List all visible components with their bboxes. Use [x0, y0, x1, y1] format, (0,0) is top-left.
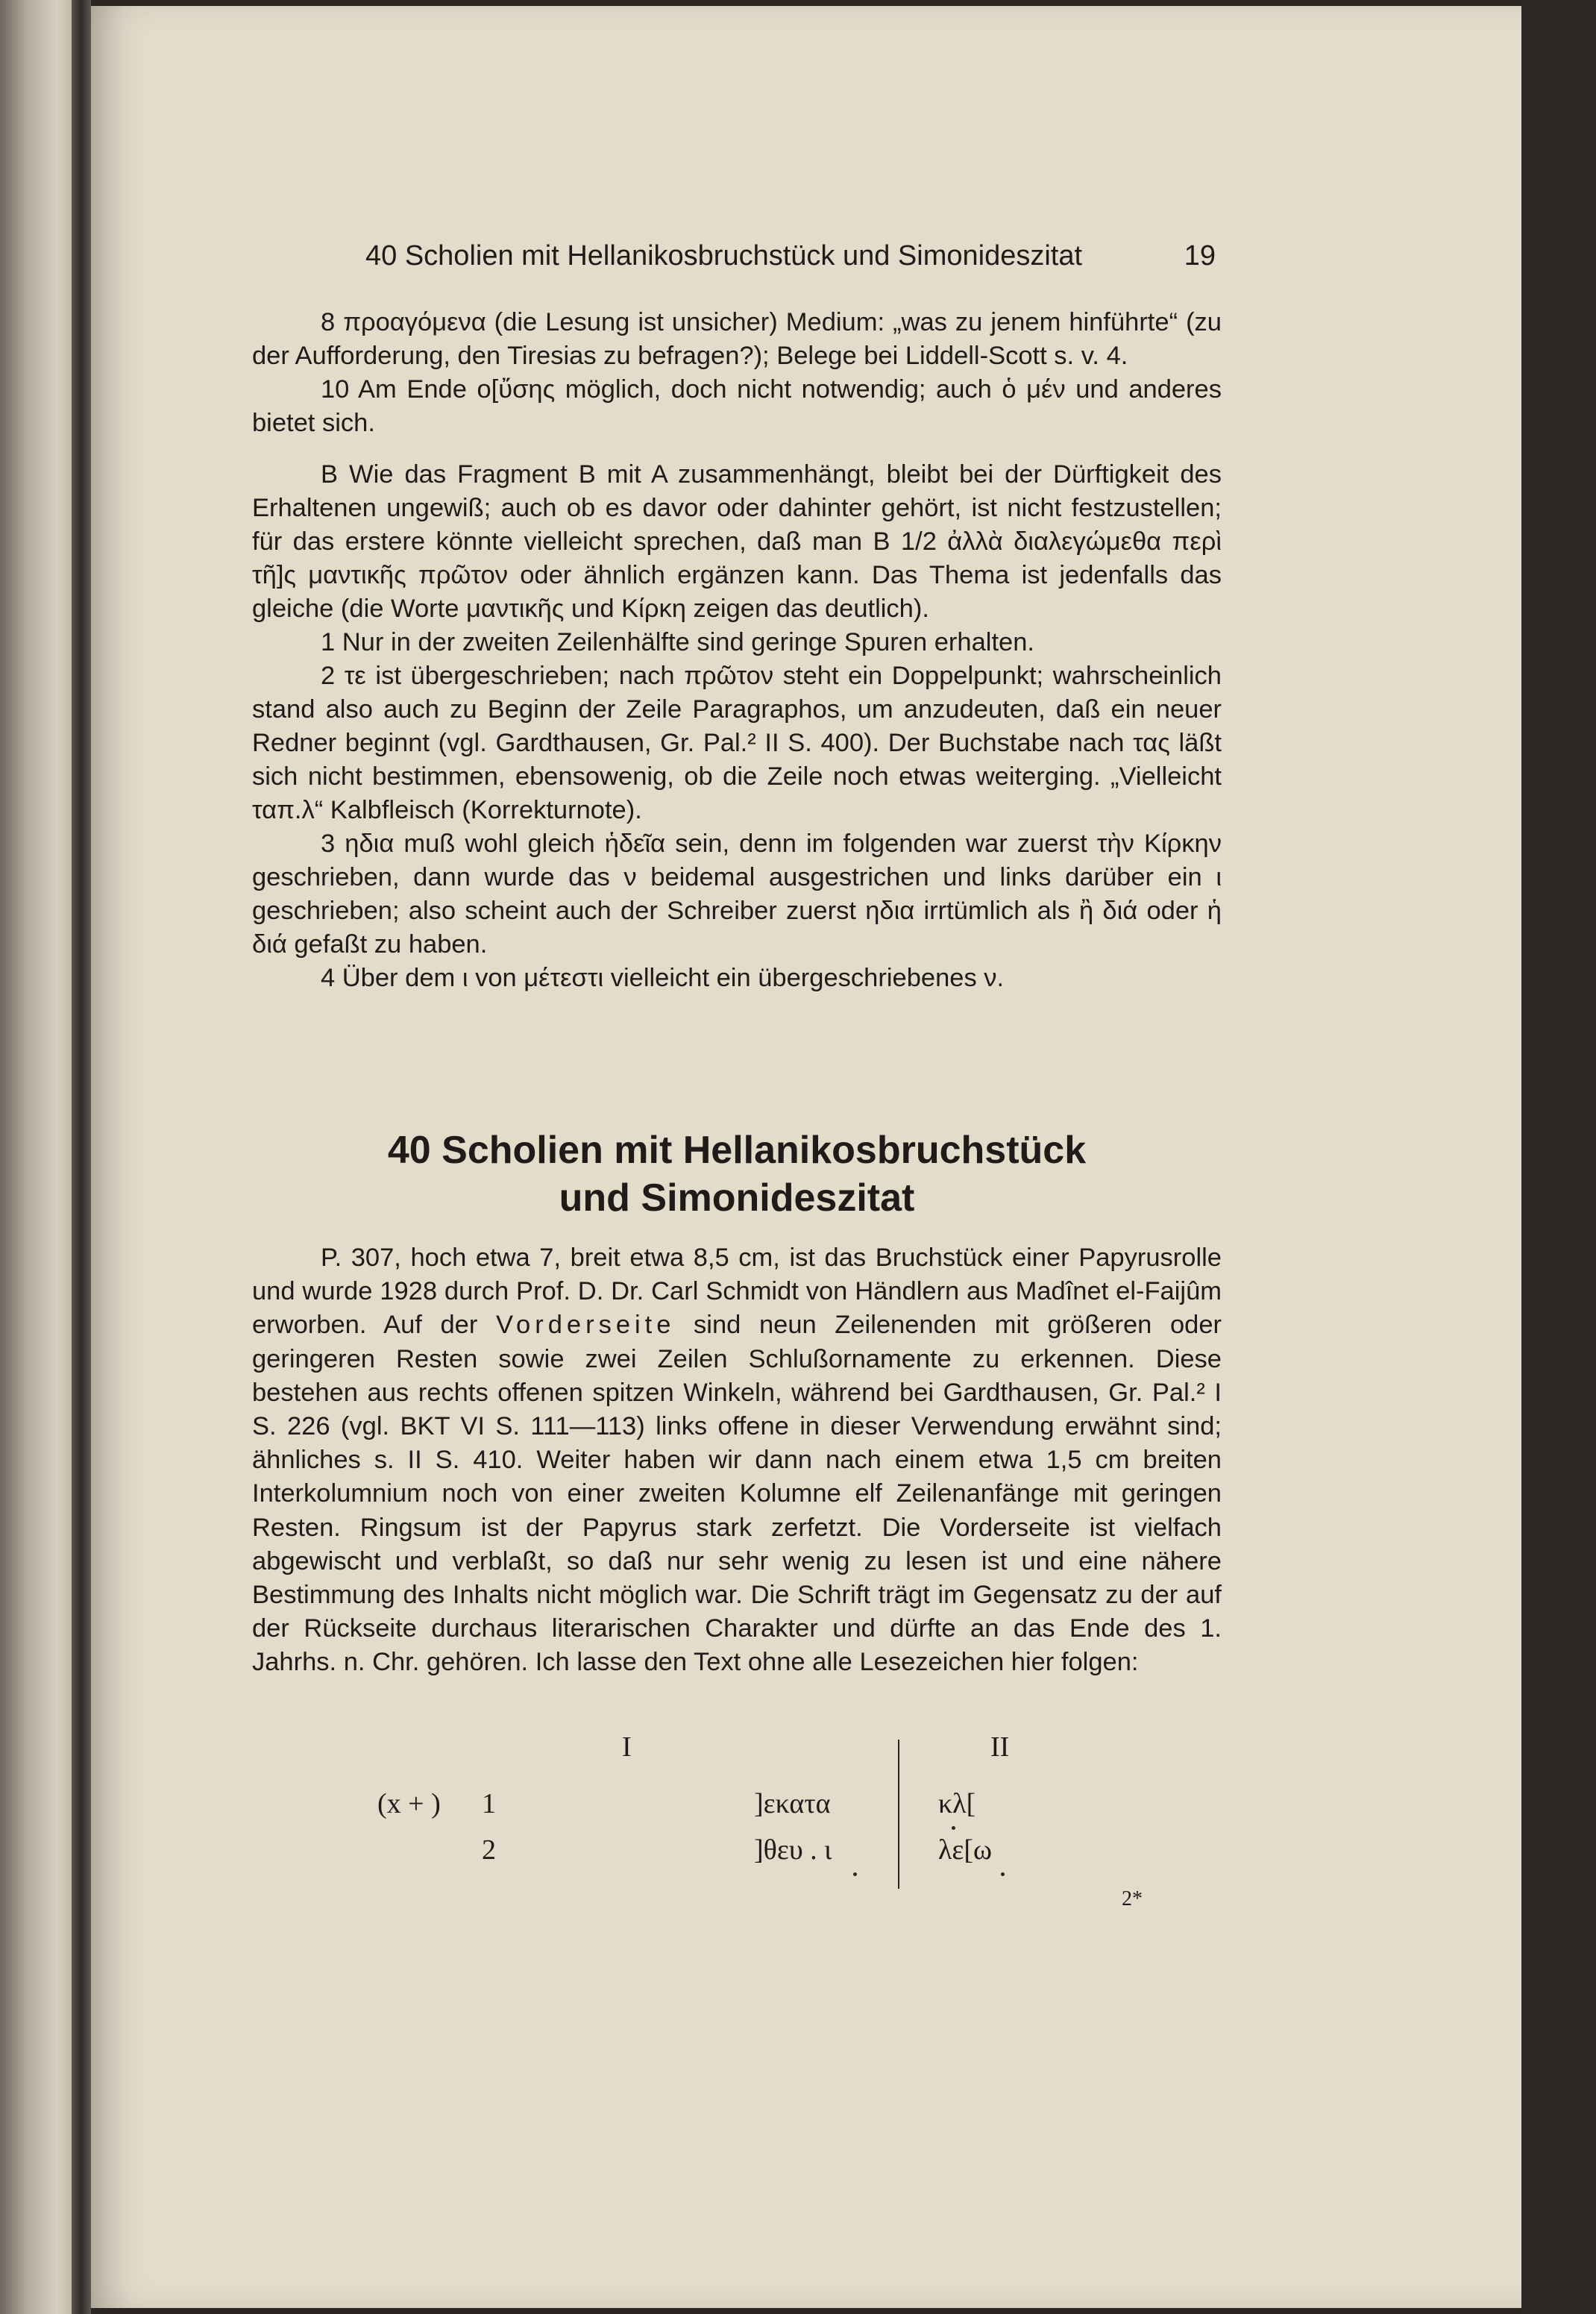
note-line-8: 8 προαγόμενα (die Lesung ist unsicher) Medium: „was zu jenem hinführte“ (zu der Aufforderung, den Tiresias zu befragen?); Belege bei Liddell-Scott s. v. 4.	[252, 308, 1222, 370]
papyrus-transcription	[252, 1731, 1222, 1902]
line-prefix: (x + )	[377, 1788, 441, 1819]
column-1-header: I	[622, 1731, 632, 1763]
description-text-b: sind neun Zeilenenden mit größeren oder geringeren Resten sowie zwei Zeilen Schlußornamente zu erkennen. Diese bestehen aus rechts offenen spitzen Winkeln, während bei Gardthausen, Gr. Pal.² I S. 226 (vgl. BKT VI S. 111—113) links offene in dieser Verwendung erwähnt sind; ähnliches s. II S. 410. Weiter haben wir dann nach einem etwa 1,5 cm breiten Interkolumnium noch von einer zweiten Kolumne elf Zeilenanfänge mit geringen Resten. Ringsum ist der Papyrus stark zerfetzt. Die Vorderseite ist vielfach abgewischt und verblaßt, so daß nur sehr wenig zu lesen ist und eine nähere Bestimmung des Inhalts nicht möglich war. Die Schrift trägt im Gegensatz zu der auf der Rückseite durchaus literarischen Charakter und dürfte an das Ende des 1. Jahrhs. n. Chr. gehören. Ich lasse den Text ohne alle Lesezeichen hier folgen:	[252, 1311, 1222, 1677]
facing-page-edge	[0, 0, 72, 2314]
description-text-a: P. 307, hoch etwa 7, breit etwa 8,5 cm, ist das Bruchstück einer Papyrusrolle und wurde 1928 durch Prof. D. Dr. Carl Schmidt von Händlern aus Madînet el-Faijûm erworben. Auf der	[252, 1244, 1222, 1340]
scan-background	[1521, 0, 1596, 2314]
page-number: 19	[1184, 240, 1216, 272]
running-title: 40 Scholien mit Hellanikosbruchstück und Simonideszitat	[365, 240, 1083, 272]
column-2-header: II	[990, 1731, 1010, 1763]
column-1-text: ]εκατα	[754, 1788, 831, 1819]
note-b-line-2: 2 τε ist übergeschrieben; nach πρῶτον steht ein Doppelpunkt; wahrscheinlich stand also auch zu Beginn der Zeile Paragraphos, um anzudeuten, daß ein neuer Redner beginnt (vgl. Gardthausen, Gr. Pal.² II S. 400). Der Buchstabe nach τας läßt sich nicht bestimmen, ebensowenig, ob die Zeile noch etwas weiterging. „Vielleicht ταπ.λ“ Kalbfleisch (Korrekturnote).	[252, 662, 1222, 824]
commentary-notes	[252, 306, 1222, 995]
column-divider	[898, 1740, 899, 1889]
uncertain-letter-dot	[1001, 1872, 1005, 1876]
section-heading-line-2: und Simonideszitat	[559, 1176, 915, 1220]
column-2-text: κλ[	[938, 1788, 976, 1819]
description-spaced-word: Vorderseite	[495, 1311, 676, 1340]
section-description	[252, 1241, 1222, 1680]
column-1-text: ]θευ . ι	[754, 1834, 832, 1866]
note-line-10: 10 Am Ende ο[ὔσης möglich, doch nicht notwendig; auch ὁ μέν und anderes bietet sich.	[252, 375, 1222, 437]
note-b-line-4: 4 Über dem ι von μέτεστι vielleicht ein übergeschriebenes ν.	[321, 964, 1005, 992]
note-fragment-b: B Wie das Fragment B mit A zusammenhängt, bleibt bei der Dürftigkeit des Erhaltenen ungewiß; auch ob es davor oder dahinter gehört, ist nicht festzustellen; für das erstere könnte vielleicht sprechen, daß man B 1/2 ἀλλὰ διαλεγώμεθα περὶ τῆ]ς μαντικῆς πρῶτον oder ähnlich ergänzen kann. Das Thema ist jedenfalls das gleiche (die Worte μαντικῆς und Κίρκη zeigen das deutlich).	[252, 460, 1222, 623]
page-header	[365, 240, 1216, 285]
note-b-line-3: 3 ηδια muß wohl gleich ἡδεῖα sein, denn im folgenden war zuerst τὴν Κίρκην geschrieben, dann wurde das ν beidemal ausgestrichen und links darüber ein ι geschrieben; also scheint auch der Schreiber zuerst ηδια irrtümlich als ἢ διά oder ἡ διά gefaßt zu haben.	[252, 830, 1222, 959]
uncertain-letter-dot	[853, 1872, 857, 1876]
line-number: 2	[482, 1834, 496, 1866]
book-gutter	[72, 0, 91, 2314]
note-b-line-1: 1 Nur in der zweiten Zeilenhälfte sind geringe Spuren erhalten.	[321, 628, 1034, 656]
line-number: 1	[482, 1788, 496, 1819]
uncertain-letter-dot	[952, 1826, 955, 1830]
description-paragraph	[252, 1241, 1222, 1680]
column-2-text: λε[ω	[938, 1834, 993, 1866]
section-heading-line-1: 40 Scholien mit Hellanikosbruchstück	[387, 1129, 1087, 1172]
section-heading	[252, 1126, 1222, 1222]
printer-signature: 2*	[1122, 1887, 1143, 1910]
